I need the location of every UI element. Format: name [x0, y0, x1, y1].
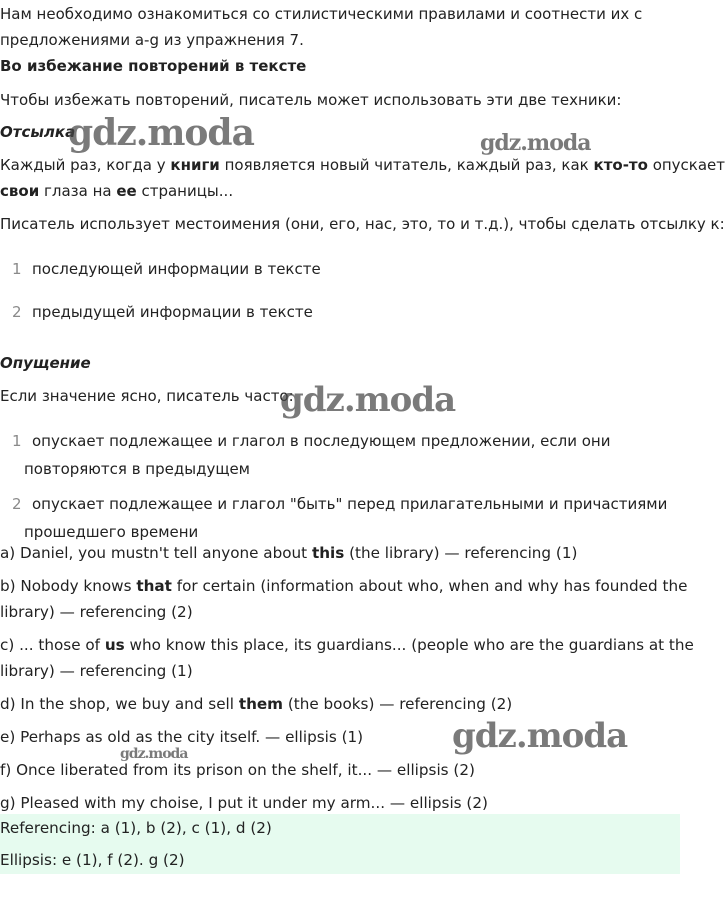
answer-c: c) ... those of us who know this place, its guardians... (people who are the guardians at the	[0, 636, 694, 654]
list-text: опускает подлежащее и глагол "быть" перед прилагательными и причастиями	[32, 495, 668, 513]
summary-referencing: Referencing: a (1), b (2), c (1), d (2)	[0, 819, 272, 837]
ellipsis-label: Опущение	[0, 354, 91, 372]
list-text-continued: прошедшего времени	[24, 523, 199, 541]
list-number: 1	[12, 432, 22, 450]
referencing-example-line-2: свои глаза на ее страницы...	[0, 182, 234, 200]
list-number: 2	[12, 303, 22, 321]
answer-d: d) In the shop, we buy and sell them (the books) — referencing (2)	[0, 695, 513, 713]
list-text: последующей информации в тексте	[32, 260, 321, 278]
answer-g: g) Pleased with my choise, I put it under my arm... — ellipsis (2)	[0, 794, 488, 812]
answer-b: b) Nobody knows that for certain (information about who, when and why has founded the	[0, 577, 688, 595]
answer-f: f) Once liberated from its prison on the shelf, it... — ellipsis (2)	[0, 761, 475, 779]
ellipsis-desc: Если значение ясно, писатель часто:	[0, 387, 294, 405]
summary-ellipsis: Ellipsis: e (1), f (2). g (2)	[0, 851, 185, 869]
techniques-intro: Чтобы избежать повторений, писатель может использовать эти две техники:	[0, 91, 622, 109]
list-text: опускает подлежащее и глагол в последующем предложении, если они	[32, 432, 611, 450]
intro-line-1: Нам необходимо ознакомиться со стилистическими правилами и соотнести их с	[0, 5, 643, 23]
answer-c-continued: library) — referencing (1)	[0, 662, 193, 680]
watermark-logo: gdz.moda	[120, 746, 188, 762]
referencing-label: Отсылка	[0, 123, 76, 141]
list-text: предыдущей информации в тексте	[32, 303, 313, 321]
watermark-logo: gdz.moda	[480, 130, 591, 156]
intro-line-2: предложениями a-g из упражнения 7.	[0, 31, 304, 49]
watermark-logo: gdz.moda	[280, 380, 456, 420]
answer-e: e) Perhaps as old as the city itself. — ellipsis (1)	[0, 728, 364, 746]
referencing-example-line-1: Каждый раз, когда у книги появляется новый читатель, каждый раз, как кто-то опускает	[0, 156, 725, 174]
referencing-desc: Писатель использует местоимения (они, его, нас, это, то и т.д.), чтобы сделать отсылку к:	[0, 215, 725, 233]
section-heading: Во избежание повторений в тексте	[0, 57, 307, 75]
watermark-logo: gdz.moda	[452, 716, 628, 756]
list-number: 1	[12, 260, 22, 278]
list-number: 2	[12, 495, 22, 513]
answer-a: a) Daniel, you mustn't tell anyone about this (the library) — referencing (1)	[0, 544, 578, 562]
watermark-logo: gdz.moda	[68, 112, 254, 154]
answer-b-continued: library) — referencing (2)	[0, 603, 193, 621]
list-text-continued: повторяются в предыдущем	[24, 460, 250, 478]
